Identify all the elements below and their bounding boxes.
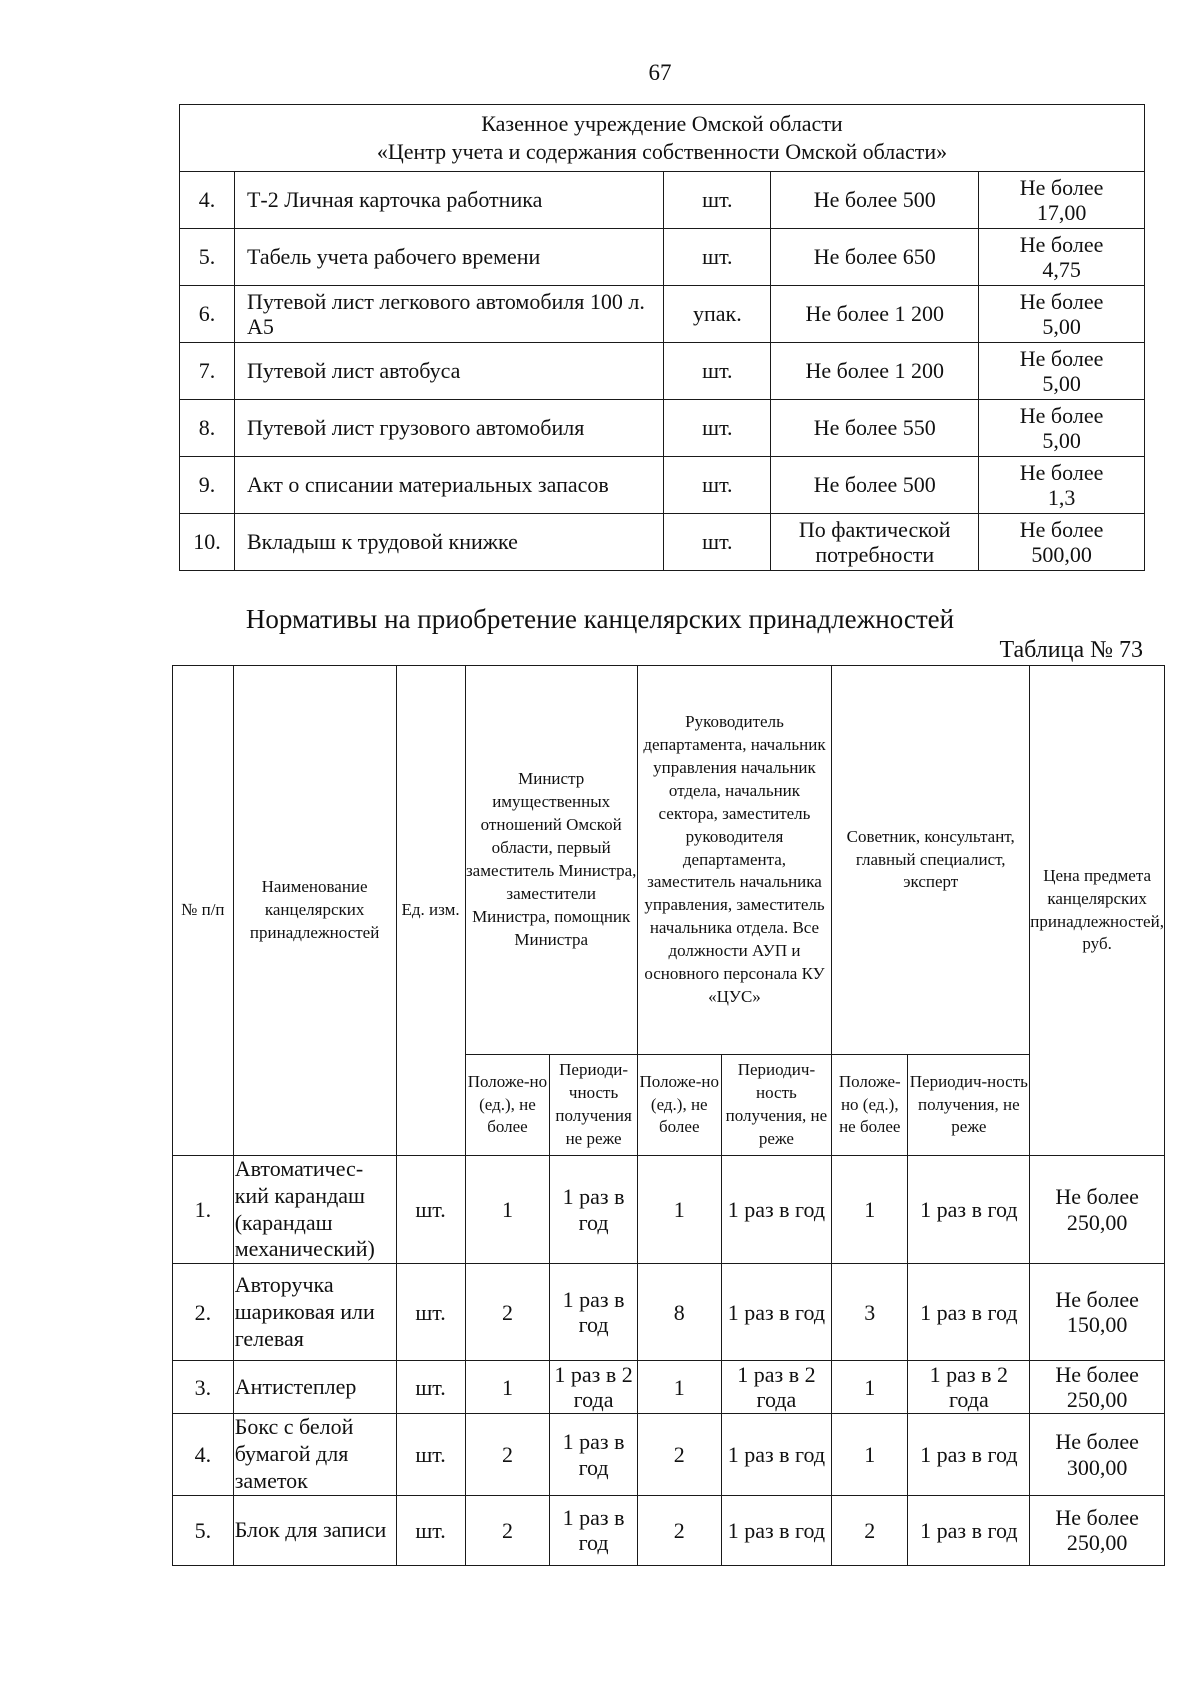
column-unit-header: Ед. изм. [396,666,465,1156]
row-number: 4. [173,1414,234,1495]
row-number: 8. [180,400,235,457]
group-department-head-header: Руководитель департамента, начальник управления начальник отдела, начальник сектора, заместитель руководителя департамента, заместитель начальника управления, заместитель начальника отдела. Все должности АУП и основного персонала КУ «ЦУС» [637,666,831,1055]
item-unit: шт. [396,1156,465,1264]
price-cell [979,514,1145,571]
price-prefix: Не более [1019,345,1104,371]
price-value: 1,3 [1047,485,1076,510]
table-row [180,172,1145,229]
price-prefix: Не более [1055,1505,1139,1530]
section-title: Нормативы на приобретение канцелярских принадлежностей [245,604,955,634]
item-unit: шт. [664,172,771,229]
item-quantity: Не более 1 200 [771,343,979,400]
table-row [173,1361,1165,1414]
item-quantity: Не более 500 [771,457,979,514]
table-number-label: Таблица № 73 [999,637,1143,663]
item-unit: шт. [664,514,771,571]
table-row [173,1156,1165,1264]
header-row-main [173,666,1165,1055]
advisor-quantity: 1 [832,1156,908,1264]
column-name-header: Наименование канцелярских принадлежностей [233,666,396,1156]
minister-period: 1 раз в год [550,1495,637,1565]
price-cell [979,229,1145,286]
table-row [173,1414,1165,1495]
department-quantity: 2 [637,1414,721,1495]
price-cell [979,457,1145,514]
price-value: 5,00 [1042,428,1081,453]
organization-subtitle: «Центр учета и содержания собственности Омской области» [376,139,948,164]
item-unit: шт. [664,343,771,400]
advisor-quantity: 1 [832,1361,908,1414]
advisor-period: 1 раз в год [908,1156,1030,1264]
item-unit: шт. [396,1495,465,1565]
price-value: 17,00 [1036,200,1087,225]
sub-qty-advisor: Положе-но (ед.), не более [832,1055,908,1156]
department-period: 1 раз в 2 года [721,1361,831,1414]
item-unit: шт. [396,1414,465,1495]
sub-period-department: Периодич-ность получения, не реже [721,1055,831,1156]
advisor-period: 1 раз в год [908,1495,1030,1565]
price-value: 500,00 [1031,542,1092,567]
department-quantity: 2 [637,1495,721,1565]
minister-quantity: 2 [465,1495,550,1565]
price-cell [979,286,1145,343]
price-prefix: Не более [1019,288,1104,314]
item-name: Путевой лист грузового автомобиля [234,400,663,457]
group-advisor-header: Советник, консультант, главный специалист, эксперт [832,666,1030,1055]
item-name: Путевой лист легкового автомобиля 100 л. А5 [234,286,663,343]
row-number: 6. [180,286,235,343]
item-name: Антистеплер [233,1361,396,1414]
price-prefix: Не более [1019,231,1104,257]
advisor-period: 1 раз в год [908,1264,1030,1361]
sub-qty-minister: Положе-но (ед.), не более [465,1055,550,1156]
item-name: Авторучка шариковая или гелевая [233,1264,396,1361]
item-unit: шт. [396,1264,465,1361]
item-unit: шт. [664,229,771,286]
department-period: 1 раз в год [721,1156,831,1264]
price-prefix: Не более [1055,1362,1139,1388]
minister-quantity: 2 [465,1414,550,1495]
advisor-quantity: 3 [832,1264,908,1361]
table-row [180,343,1145,400]
item-unit: шт. [396,1361,465,1414]
item-name: Бокс с белой бумагой для заметок [233,1414,396,1495]
item-name: Табель учета рабочего времени [234,229,663,286]
price-cell [979,172,1145,229]
price-cell [1030,1156,1165,1264]
item-name: Блок для записи [233,1495,396,1565]
table-row [180,514,1145,571]
column-price-header: Цена предмета канцелярских принадлежностей, руб. [1030,666,1165,1156]
item-unit: шт. [664,457,771,514]
price-prefix: Не более [1019,174,1104,200]
minister-quantity: 1 [465,1361,550,1414]
price-cell [1030,1264,1165,1361]
minister-period: 1 раз в 2 года [550,1361,637,1414]
organization-name: Казенное учреждение Омской области [481,110,843,136]
price-value: 250,00 [1066,1530,1128,1556]
item-quantity: Не более 500 [771,172,979,229]
price-prefix: Не более [1055,1184,1139,1210]
sub-period-advisor: Периодич-ность получения, не реже [908,1055,1030,1156]
department-quantity: 1 [637,1361,721,1414]
price-value: 300,00 [1066,1454,1128,1480]
price-prefix: Не более [1055,1287,1139,1313]
row-number: 3. [173,1361,234,1414]
organization-header [180,105,1145,172]
price-cell [1030,1361,1165,1414]
row-number: 1. [173,1156,234,1264]
row-number: 4. [180,172,235,229]
department-quantity: 1 [637,1156,721,1264]
minister-period: 1 раз в год [550,1414,637,1495]
sub-qty-department: Положе-но (ед.), не более [637,1055,721,1156]
department-period: 1 раз в год [721,1264,831,1361]
item-name: Акт о списании материальных запасов [234,457,663,514]
item-name: Путевой лист автобуса [234,343,663,400]
group-minister-header: Министр имущественных отношений Омской области, первый заместитель Министра, заместители Министра, помощник Министра [465,666,637,1055]
table-header-row [180,105,1145,172]
table-row [180,286,1145,343]
price-prefix: Не более [1019,516,1104,542]
price-cell [979,400,1145,457]
table-row [173,1495,1165,1565]
item-name: Автоматичес-кий карандаш (карандаш механический) [233,1156,396,1264]
item-quantity: Не более 550 [771,400,979,457]
price-cell [979,343,1145,400]
property-center-table [179,104,1145,571]
minister-quantity: 1 [465,1156,550,1264]
stationery-norms-table [172,665,1165,1566]
item-name: Т-2 Личная карточка работника [234,172,663,229]
item-unit: шт. [664,400,771,457]
table-row [180,457,1145,514]
advisor-quantity: 1 [832,1414,908,1495]
row-number: 9. [180,457,235,514]
minister-quantity: 2 [465,1264,550,1361]
advisor-period: 1 раз в 2 года [908,1361,1030,1414]
item-unit: упак. [664,286,771,343]
item-quantity: Не более 1 200 [771,286,979,343]
table-row [180,229,1145,286]
column-number-header: № п/п [173,666,234,1156]
row-number: 10. [180,514,235,571]
department-period: 1 раз в год [721,1414,831,1495]
page-number: 67 [648,60,672,85]
item-quantity: Не более 650 [771,229,979,286]
table-row [173,1264,1165,1361]
row-number: 2. [173,1264,234,1361]
sub-period-minister: Периоди-чность получения не реже [550,1055,637,1156]
row-number: 5. [173,1495,234,1565]
item-quantity: По фактической потребности [771,514,979,571]
advisor-quantity: 2 [832,1495,908,1565]
price-prefix: Не более [1055,1429,1139,1455]
row-number: 7. [180,343,235,400]
price-value: 5,00 [1042,371,1081,396]
price-value: 4,75 [1042,257,1081,282]
price-value: 150,00 [1066,1312,1128,1338]
price-cell [1030,1495,1165,1565]
minister-period: 1 раз в год [550,1156,637,1264]
price-value: 250,00 [1066,1209,1128,1235]
department-period: 1 раз в год [721,1495,831,1565]
advisor-period: 1 раз в год [908,1414,1030,1495]
row-number: 5. [180,229,235,286]
price-value: 250,00 [1066,1387,1128,1413]
department-quantity: 8 [637,1264,721,1361]
price-cell [1030,1414,1165,1495]
table-row [180,400,1145,457]
price-value: 5,00 [1042,314,1081,339]
item-name: Вкладыш к трудовой книжке [234,514,663,571]
minister-period: 1 раз в год [550,1264,637,1361]
price-prefix: Не более [1019,402,1104,428]
price-prefix: Не более [1019,459,1104,485]
